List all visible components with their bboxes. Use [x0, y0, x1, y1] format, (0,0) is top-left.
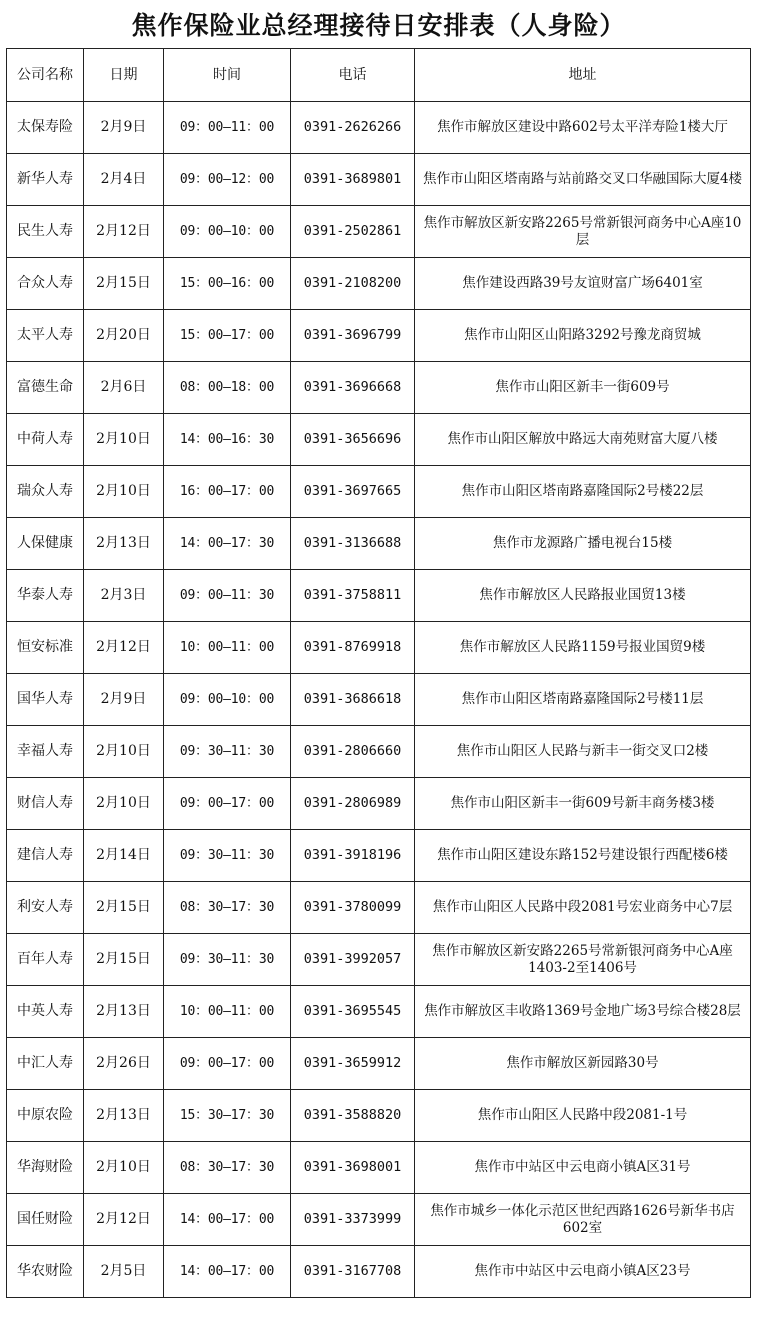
- table-row: [7, 258, 751, 310]
- address-cell: 焦作市山阳区塔南路嘉隆国际2号楼22层: [415, 466, 751, 518]
- table-row: [7, 310, 751, 362]
- table-row: [7, 206, 751, 258]
- company-cell: 建信人寿: [7, 830, 84, 882]
- table-row: [7, 622, 751, 674]
- company-cell: 合众人寿: [7, 258, 84, 310]
- company-cell: 太平人寿: [7, 310, 84, 362]
- time-cell: 10：00—11：00: [164, 986, 291, 1038]
- phone-cell: 0391-2806989: [291, 778, 415, 830]
- address-cell: 焦作市解放区丰收路1369号金地广场3号综合楼28层: [415, 986, 751, 1038]
- table-row: [7, 726, 751, 778]
- time-cell: 09：30—11：30: [164, 934, 291, 986]
- time-cell: 14：00—17：00: [164, 1246, 291, 1298]
- table-row: [7, 1142, 751, 1194]
- date-cell: 2月15日: [84, 934, 164, 986]
- company-cell: 人保健康: [7, 518, 84, 570]
- phone-cell: 0391-3656696: [291, 414, 415, 466]
- table-row: [7, 882, 751, 934]
- address-cell: 焦作市解放区新安路2265号常新银河商务中心A座10层: [415, 206, 751, 258]
- phone-cell: 0391-3659912: [291, 1038, 415, 1090]
- table-row: [7, 1090, 751, 1142]
- date-cell: 2月6日: [84, 362, 164, 414]
- phone-cell: 0391-3696668: [291, 362, 415, 414]
- date-cell: 2月13日: [84, 518, 164, 570]
- time-cell: 10：00—11：00: [164, 622, 291, 674]
- time-cell: 09：00—17：00: [164, 778, 291, 830]
- company-cell: 中原农险: [7, 1090, 84, 1142]
- table-row: [7, 934, 751, 986]
- address-cell: 焦作市城乡一体化示范区世纪西路1626号新华书店602室: [415, 1194, 751, 1246]
- column-header-date: 日期: [84, 49, 164, 102]
- date-cell: 2月10日: [84, 726, 164, 778]
- phone-cell: 0391-3695545: [291, 986, 415, 1038]
- address-cell: 焦作市解放区人民路报业国贸13楼: [415, 570, 751, 622]
- company-cell: 华海财险: [7, 1142, 84, 1194]
- time-cell: 09：00—10：00: [164, 674, 291, 726]
- company-cell: 利安人寿: [7, 882, 84, 934]
- phone-cell: 0391-2108200: [291, 258, 415, 310]
- address-cell: 焦作市山阳区建设东路152号建设银行西配楼6楼: [415, 830, 751, 882]
- column-header-company: 公司名称: [7, 49, 84, 102]
- time-cell: 15：00—16：00: [164, 258, 291, 310]
- address-cell: 焦作市解放区新安路2265号常新银河商务中心A座1403-2至1406号: [415, 934, 751, 986]
- company-cell: 新华人寿: [7, 154, 84, 206]
- date-cell: 2月14日: [84, 830, 164, 882]
- date-cell: 2月9日: [84, 102, 164, 154]
- company-cell: 瑞众人寿: [7, 466, 84, 518]
- company-cell: 恒安标准: [7, 622, 84, 674]
- phone-cell: 0391-3758811: [291, 570, 415, 622]
- company-cell: 中英人寿: [7, 986, 84, 1038]
- time-cell: 08：30—17：30: [164, 1142, 291, 1194]
- address-cell: 焦作市龙源路广播电视台15楼: [415, 518, 751, 570]
- company-cell: 国任财险: [7, 1194, 84, 1246]
- date-cell: 2月3日: [84, 570, 164, 622]
- address-cell: 焦作市山阳区人民路与新丰一街交叉口2楼: [415, 726, 751, 778]
- date-cell: 2月15日: [84, 258, 164, 310]
- address-cell: 焦作市山阳区解放中路远大南苑财富大厦八楼: [415, 414, 751, 466]
- date-cell: 2月4日: [84, 154, 164, 206]
- time-cell: 09：00—12：00: [164, 154, 291, 206]
- time-cell: 09：00—17：00: [164, 1038, 291, 1090]
- date-cell: 2月10日: [84, 778, 164, 830]
- address-cell: 焦作市中站区中云电商小镇A区31号: [415, 1142, 751, 1194]
- time-cell: 08：00—18：00: [164, 362, 291, 414]
- time-cell: 09：30—11：30: [164, 830, 291, 882]
- table-row: [7, 778, 751, 830]
- date-cell: 2月5日: [84, 1246, 164, 1298]
- address-cell: 焦作市山阳区山阳路3292号豫龙商贸城: [415, 310, 751, 362]
- company-cell: 华农财险: [7, 1246, 84, 1298]
- time-cell: 09：00—11：30: [164, 570, 291, 622]
- company-cell: 华泰人寿: [7, 570, 84, 622]
- column-header-phone: 电话: [291, 49, 415, 102]
- column-header-time: 时间: [164, 49, 291, 102]
- company-cell: 太保寿险: [7, 102, 84, 154]
- time-cell: 09：30—11：30: [164, 726, 291, 778]
- date-cell: 2月10日: [84, 414, 164, 466]
- date-cell: 2月15日: [84, 882, 164, 934]
- company-cell: 中汇人寿: [7, 1038, 84, 1090]
- address-cell: 焦作市山阳区新丰一街609号: [415, 362, 751, 414]
- company-cell: 幸福人寿: [7, 726, 84, 778]
- table-row: [7, 1194, 751, 1246]
- phone-cell: 0391-3992057: [291, 934, 415, 986]
- table-row: [7, 102, 751, 154]
- company-cell: 中荷人寿: [7, 414, 84, 466]
- date-cell: 2月12日: [84, 1194, 164, 1246]
- company-cell: 国华人寿: [7, 674, 84, 726]
- time-cell: 09：00—10：00: [164, 206, 291, 258]
- table-row: [7, 1038, 751, 1090]
- address-cell: 焦作市山阳区塔南路嘉隆国际2号楼11层: [415, 674, 751, 726]
- time-cell: 15：30—17：30: [164, 1090, 291, 1142]
- time-cell: 08：30—17：30: [164, 882, 291, 934]
- phone-cell: 0391-3167708: [291, 1246, 415, 1298]
- phone-cell: 0391-2626266: [291, 102, 415, 154]
- table-row: [7, 830, 751, 882]
- company-cell: 富德生命: [7, 362, 84, 414]
- address-cell: 焦作市解放区人民路1159号报业国贸9楼: [415, 622, 751, 674]
- table-header-row: [7, 49, 751, 102]
- time-cell: 15：00—17：00: [164, 310, 291, 362]
- time-cell: 09：00—11：00: [164, 102, 291, 154]
- phone-cell: 0391-3697665: [291, 466, 415, 518]
- date-cell: 2月10日: [84, 1142, 164, 1194]
- column-header-address: 地址: [415, 49, 751, 102]
- address-cell: 焦作市山阳区新丰一街609号新丰商务楼3楼: [415, 778, 751, 830]
- time-cell: 14：00—16：30: [164, 414, 291, 466]
- address-cell: 焦作市山阳区塔南路与站前路交叉口华融国际大厦4楼: [415, 154, 751, 206]
- date-cell: 2月12日: [84, 206, 164, 258]
- date-cell: 2月13日: [84, 1090, 164, 1142]
- phone-cell: 0391-3136688: [291, 518, 415, 570]
- table-row: [7, 1246, 751, 1298]
- phone-cell: 0391-3689801: [291, 154, 415, 206]
- address-cell: 焦作市山阳区人民路中段2081-1号: [415, 1090, 751, 1142]
- date-cell: 2月26日: [84, 1038, 164, 1090]
- table-row: [7, 466, 751, 518]
- time-cell: 14：00—17：00: [164, 1194, 291, 1246]
- phone-cell: 0391-3686618: [291, 674, 415, 726]
- phone-cell: 0391-2502861: [291, 206, 415, 258]
- phone-cell: 0391-3696799: [291, 310, 415, 362]
- time-cell: 16：00—17：00: [164, 466, 291, 518]
- company-cell: 民生人寿: [7, 206, 84, 258]
- date-cell: 2月12日: [84, 622, 164, 674]
- table-row: [7, 674, 751, 726]
- address-cell: 焦作市解放区新园路30号: [415, 1038, 751, 1090]
- phone-cell: 0391-3373999: [291, 1194, 415, 1246]
- time-cell: 14：00—17：30: [164, 518, 291, 570]
- date-cell: 2月9日: [84, 674, 164, 726]
- phone-cell: 0391-3588820: [291, 1090, 415, 1142]
- phone-cell: 0391-3698001: [291, 1142, 415, 1194]
- table-row: [7, 414, 751, 466]
- table-row: [7, 570, 751, 622]
- company-cell: 百年人寿: [7, 934, 84, 986]
- address-cell: 焦作市解放区建设中路602号太平洋寿险1楼大厅: [415, 102, 751, 154]
- phone-cell: 0391-8769918: [291, 622, 415, 674]
- table-row: [7, 986, 751, 1038]
- company-cell: 财信人寿: [7, 778, 84, 830]
- address-cell: 焦作市中站区中云电商小镇A区23号: [415, 1246, 751, 1298]
- phone-cell: 0391-3918196: [291, 830, 415, 882]
- date-cell: 2月10日: [84, 466, 164, 518]
- phone-cell: 0391-3780099: [291, 882, 415, 934]
- schedule-table: [6, 48, 751, 1298]
- address-cell: 焦作建设西路39号友谊财富广场6401室: [415, 258, 751, 310]
- table-row: [7, 154, 751, 206]
- table-row: [7, 362, 751, 414]
- address-cell: 焦作市山阳区人民路中段2081号宏业商务中心7层: [415, 882, 751, 934]
- phone-cell: 0391-2806660: [291, 726, 415, 778]
- page-title: 焦作保险业总经理接待日安排表（人身险）: [131, 11, 626, 40]
- table-row: [7, 518, 751, 570]
- date-cell: 2月20日: [84, 310, 164, 362]
- date-cell: 2月13日: [84, 986, 164, 1038]
